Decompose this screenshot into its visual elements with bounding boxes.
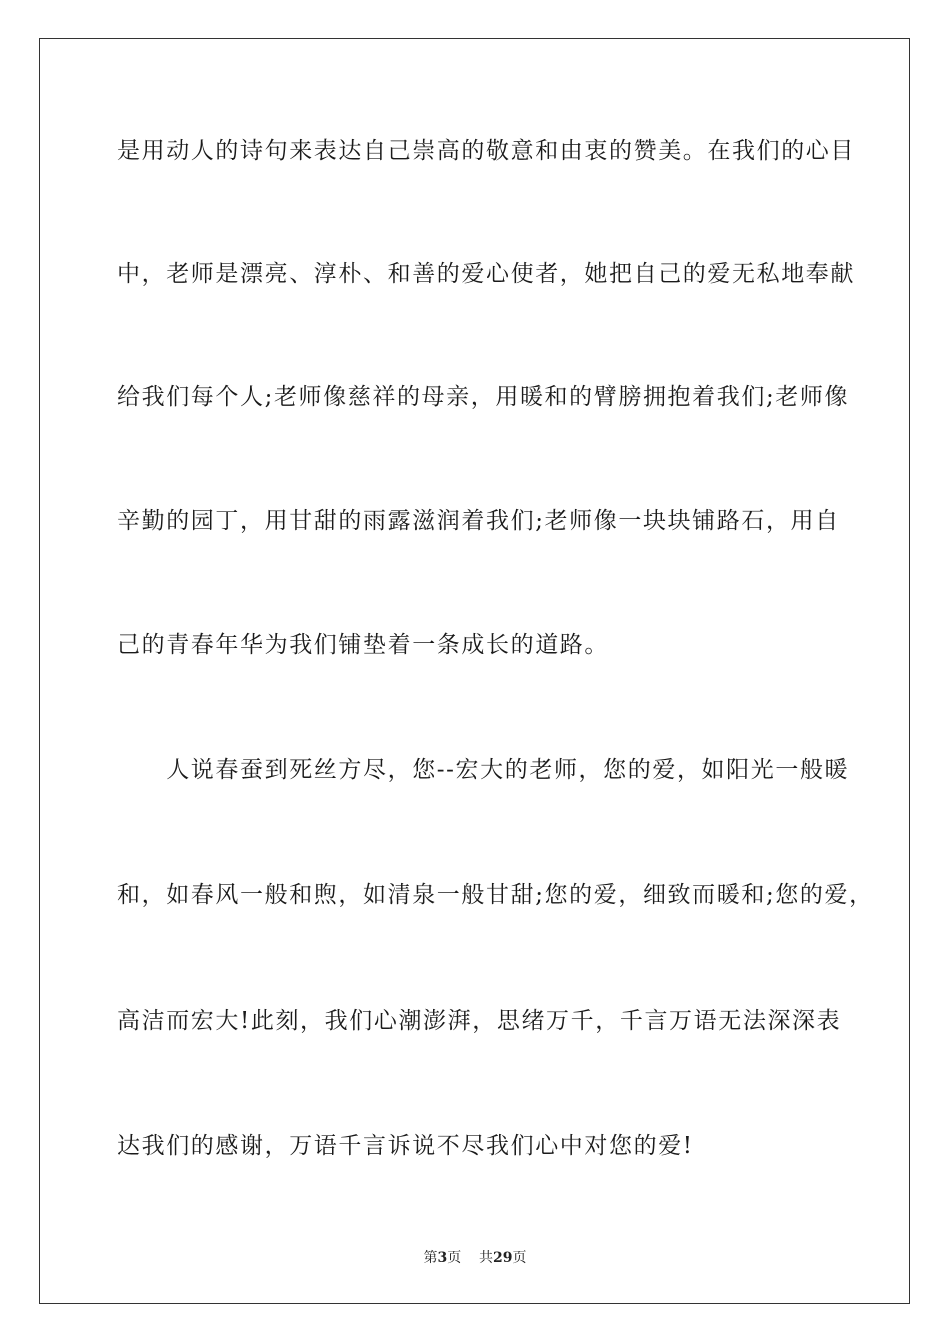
page-footer <box>0 1247 950 1267</box>
body-line-4: 辛勤的园丁，用甘甜的雨露滋润着我们;老师像一块块铺路石，用自 <box>117 508 840 534</box>
body-line-9: 达我们的感谢，万语千言诉说不尽我们心中对您的爱! <box>117 1133 694 1159</box>
footer-page-suffix: 页 <box>447 1250 462 1266</box>
body-line-5: 己的青春年华为我们铺垫着一条成长的道路。 <box>117 632 609 658</box>
body-line-6: 人说春蚕到死丝方尽，您--宏大的老师，您的爱，如阳光一般暖 <box>117 757 850 783</box>
footer-page-number: 3 <box>437 1250 448 1266</box>
footer-total-suffix: 页 <box>512 1250 527 1266</box>
footer-page-prefix: 第 <box>423 1250 438 1266</box>
body-line-8: 高洁而宏大!此刻，我们心潮澎湃，思绪万千，千言万语无法深深表 <box>117 1008 842 1034</box>
footer-total-pages: 29 <box>493 1250 513 1266</box>
footer-total-prefix: 共 <box>479 1250 494 1266</box>
body-line-2: 中，老师是漂亮、淳朴、和善的爱心使者，她把自己的爱无私地奉献 <box>117 261 855 287</box>
body-line-1: 是用动人的诗句来表达自己崇高的敬意和由衷的赞美。在我们的心目 <box>117 138 855 164</box>
body-line-3: 给我们每个人;老师像慈祥的母亲，用暖和的臂膀拥抱着我们;老师像 <box>117 384 850 410</box>
body-line-7: 和，如春风一般和煦，如清泉一般甘甜;您的爱，细致而暖和;您的爱， <box>117 882 874 908</box>
page-border <box>39 38 910 1304</box>
